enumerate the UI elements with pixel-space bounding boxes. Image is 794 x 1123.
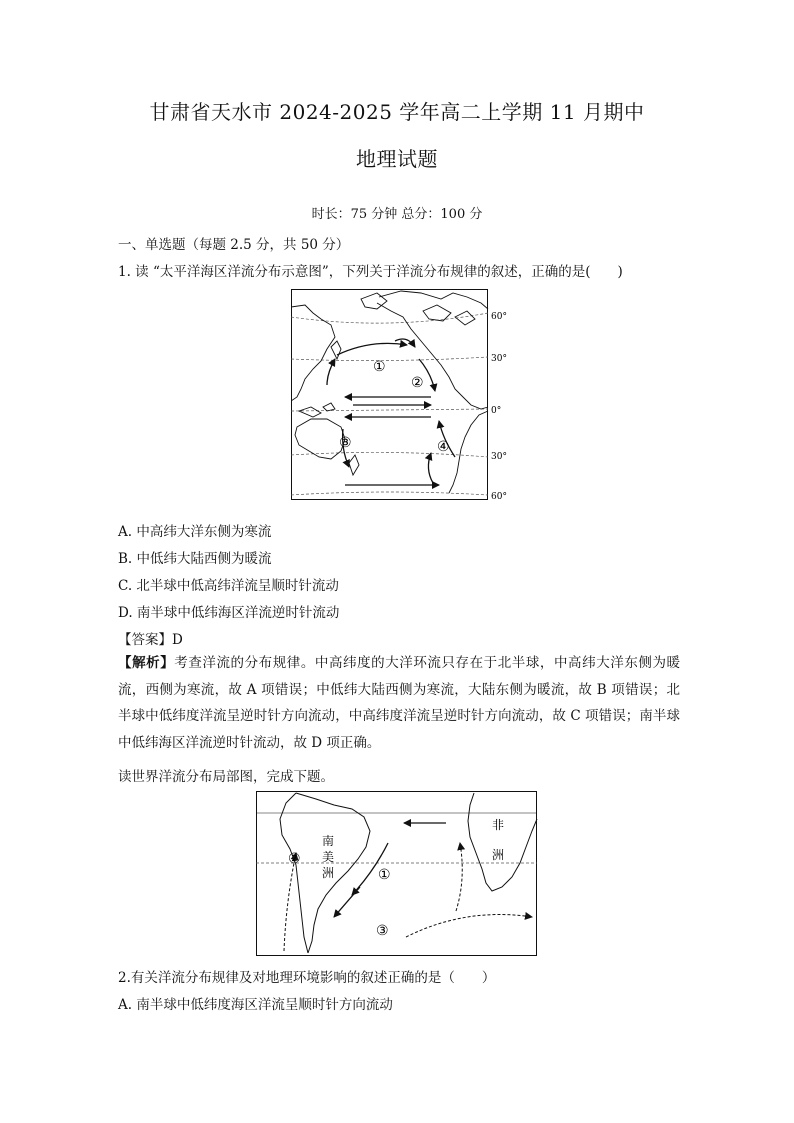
pacific-currents-map [291, 289, 523, 503]
marker-4: ④ [437, 439, 450, 455]
marker-3: ③ [339, 435, 352, 451]
marker-1: ① [373, 359, 386, 375]
lat-label-30n: 30° [491, 354, 507, 364]
q1-answer: 【答案】D [118, 632, 183, 648]
analysis-text: 考查洋流的分布规律。中高纬度的大洋环流只存在于北半球，中高纬大洋东侧为暖流，西侧为寒流，故 A 项错误；中低纬大陆西侧为寒流，大陆东侧为暖流，故 B 项错误；北半球中低纬度洋流呈逆时针方向流动，中高纬度洋流呈逆时针方向流动，故 C 项错误；南半球中低纬海区洋流逆时针流动，故 D 项正确。 [118, 655, 681, 751]
marker-2: ② [411, 375, 424, 391]
label-africa-1: 非 [492, 818, 505, 832]
analysis-label: 【解析】 [118, 655, 175, 671]
exam-meta: 时长：75 分钟 总分：100 分 [311, 207, 483, 222]
lat-label-equator: 0° [491, 406, 502, 416]
lat-label-60s: 60° [491, 492, 507, 502]
q1-option-a: A. 中高纬大洋东侧为寒流 [118, 524, 272, 540]
label-south-america-3: 洲 [322, 866, 335, 880]
map2-marker-3: ③ [376, 923, 389, 939]
label-africa-2: 洲 [492, 848, 505, 862]
question-2-stem: 2.有关洋流分布规律及对地理环境影响的叙述正确的是（ ） [118, 970, 496, 986]
q2-option-a: A. 南半球中低纬度海区洋流呈顺时针方向流动 [118, 997, 393, 1013]
section-heading: 一、单选题（每题 2.5 分，共 50 分） [118, 237, 350, 253]
map2-marker-2: ② [288, 851, 301, 867]
lat-label-60n: 60° [491, 312, 507, 322]
intro-question-2: 读世界洋流分布局部图，完成下题。 [118, 769, 334, 785]
label-south-america-1: 南 [322, 834, 335, 848]
q1-option-c: C. 北半球中低高纬洋流呈顺时针流动 [118, 578, 339, 594]
q1-analysis [118, 650, 680, 756]
south-atlantic-currents-map [256, 791, 538, 957]
map2-frame [257, 792, 537, 956]
question-1-stem: 1. 读 “太平洋海区洋流分布示意图”，下列关于洋流分布规律的叙述，正确的是( ) [118, 264, 623, 280]
title-line-2: 地理试题 [356, 147, 438, 171]
q1-option-d: D. 南半球中低纬海区洋流逆时针流动 [118, 605, 340, 621]
lat-label-30s: 30° [491, 452, 507, 462]
map2-marker-1: ① [378, 867, 391, 883]
q1-option-b: B. 中低纬大陆西侧为暖流 [118, 551, 272, 567]
title-line-1: 甘肃省天水市 2024-2025 学年高二上学期 11 月期中 [149, 100, 645, 124]
label-south-america-2: 美 [322, 850, 335, 864]
